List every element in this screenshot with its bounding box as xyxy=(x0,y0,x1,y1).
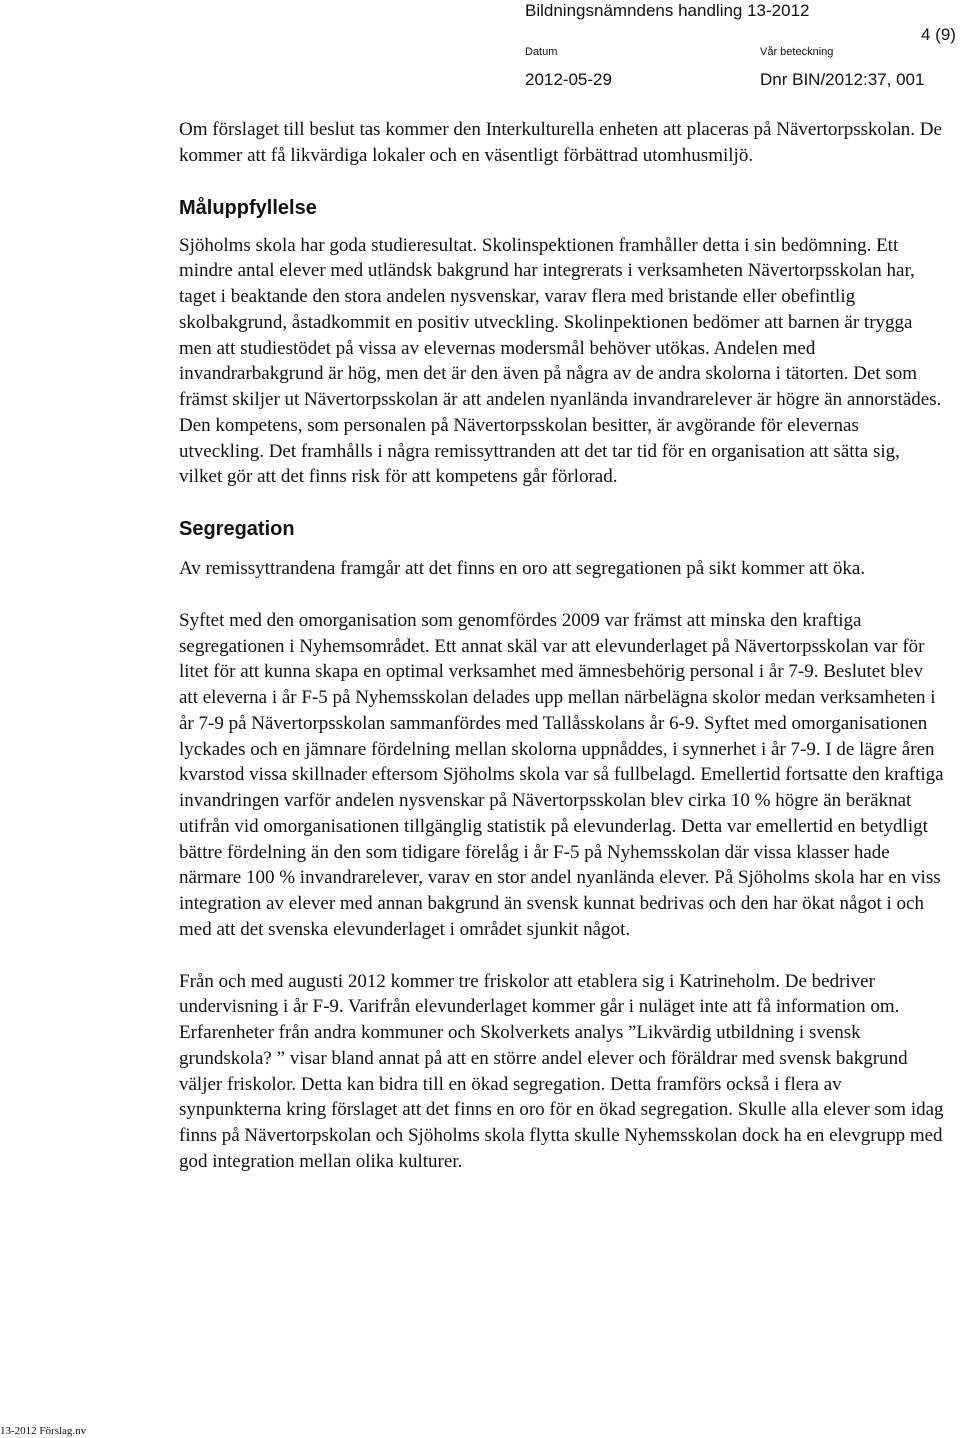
document-title: Bildningsnämndens handling 13-2012 xyxy=(525,1,810,20)
date-value: 2012-05-29 xyxy=(525,70,612,89)
reference-label: Vår beteckning xyxy=(760,46,834,58)
section-heading-maluppfyllelse: Måluppfyllelse xyxy=(179,196,317,219)
page-number: 4 (9) xyxy=(921,25,956,44)
segregation-paragraph-3: Från och med augusti 2012 kommer tre friskolor att etablera sig i Katrineholm. De bedriver undervisning i år F-9. Varifrån elevunderlaget kommer går i nuläget inte att få information om. Erfarenheter från andra kommuner och Skolverkets analys ”Likvärdig utbildning i svensk grundskola? ” visar bland annat på att en större andel elever och föräldrar med svensk bakgrund väljer friskolor. Detta kan bidra till en ökad segregation. Detta framförs också i flera av synpunkterna kring förslaget att det finns en oro för en ökad segregation. Skulle alla elever som idag finns på Nävertorpskolan och Sjöholms skola flytta skulle Nyhemsskolan dock ha en elevgrupp med god integration mellan olika kulturer. xyxy=(179,970,944,1172)
segregation-paragraph-2: Syftet med den omorganisation som genomfördes 2009 var främst att minska den kraftiga segregationen i Nyhemsområdet. Ett annat skäl var att elevunderlaget på Nävertorpsskolan var för litet för att kunna skapa en optimal verksamhet med ämnesbehörig personal i år 7-9. Beslutet blev att eleverna i år F-5 på Nyhemsskolan delades upp mellan närbelägna skolor medan verksamheten i år 7-9 på Nävertorpsskolan sammanfördes med Tallåsskolans år 6-9. Syftet med omorganisationen lyckades och en jämnare fördelning mellan skolorna uppnåddes, i synnerhet i år 7-9. I de lägre åren kvarstod vissa skillnader eftersom Sjöholms skola var så fullbelagd. Emellertid fortsatte den kraftiga invandringen varför andelen nysvenskar på Nävertorpsskolan blev cirka 10 % högre än beräknat utifrån vid omorganisationen tillgänglig statistik på elevunderlag. Detta var emellertid en betydligt bättre fördelning än den som tidigare förelåg i år F-5 på Nyhemsskolan där vissa klasser hade närmare 100 % invandrarelever, varav en stor andel nyanlända elever. På Sjöholms skola har en viss integration av elever med annan bakgrund än svensk kunnat bedrivas och den har ökat något i och med att det svenska elevunderlaget i området sjunkit något. xyxy=(179,609,944,940)
section-heading-segregation: Segregation xyxy=(179,518,295,540)
reference-value: Dnr BIN/2012:37, 001 xyxy=(760,70,925,89)
date-label: Datum xyxy=(525,46,558,58)
footer-filename: 13-2012 Förslag.nv xyxy=(0,1425,87,1437)
intro-paragraph: Om förslaget till beslut tas kommer den Interkulturella enheten att placeras på Nävertorpsskolan. De kommer att få likvärdiga lokaler och en väsentligt förbättrad utomhusmiljö. xyxy=(179,119,942,166)
document-body xyxy=(179,117,944,1175)
segregation-paragraph-1: Av remissyttrandena framgår att det finns en oro att segregationen på sikt kommer att öka. xyxy=(179,558,866,579)
maluppfyllelse-paragraph: Sjöholms skola har goda studieresultat. Skolinspektionen framhåller detta i sin bedömning. Ett mindre antal elever med utländsk bakgrund har integrerats i verksamheten Nävertorpsskolan har, taget i beaktande den stora andelen nysvenskar, varav flera med bristande eller obefintlig skolbakgrund, åstadkommit en positiv utveckling. Skolinpektionen bedömer att barnen är trygga men att studiestödet på vissa av elevernas modersmål behöver utökas. Andelen med invandrarbakgrund är hög, men det är den även på några av de andra skolorna i tätorten. Det som främst skiljer ut Nävertorpsskolan är att andelen nyanlända invandrarelever är högre än annorstädes. Den kompetens, som personalen på Nävertorpsskolan besitter, är avgörande för elevernas utveckling. Det framhålls i några remissyttranden att det tar tid för en organisation att sätta sig, vilket gör att det finns risk för att kompetens går förlorad. xyxy=(179,234,942,488)
